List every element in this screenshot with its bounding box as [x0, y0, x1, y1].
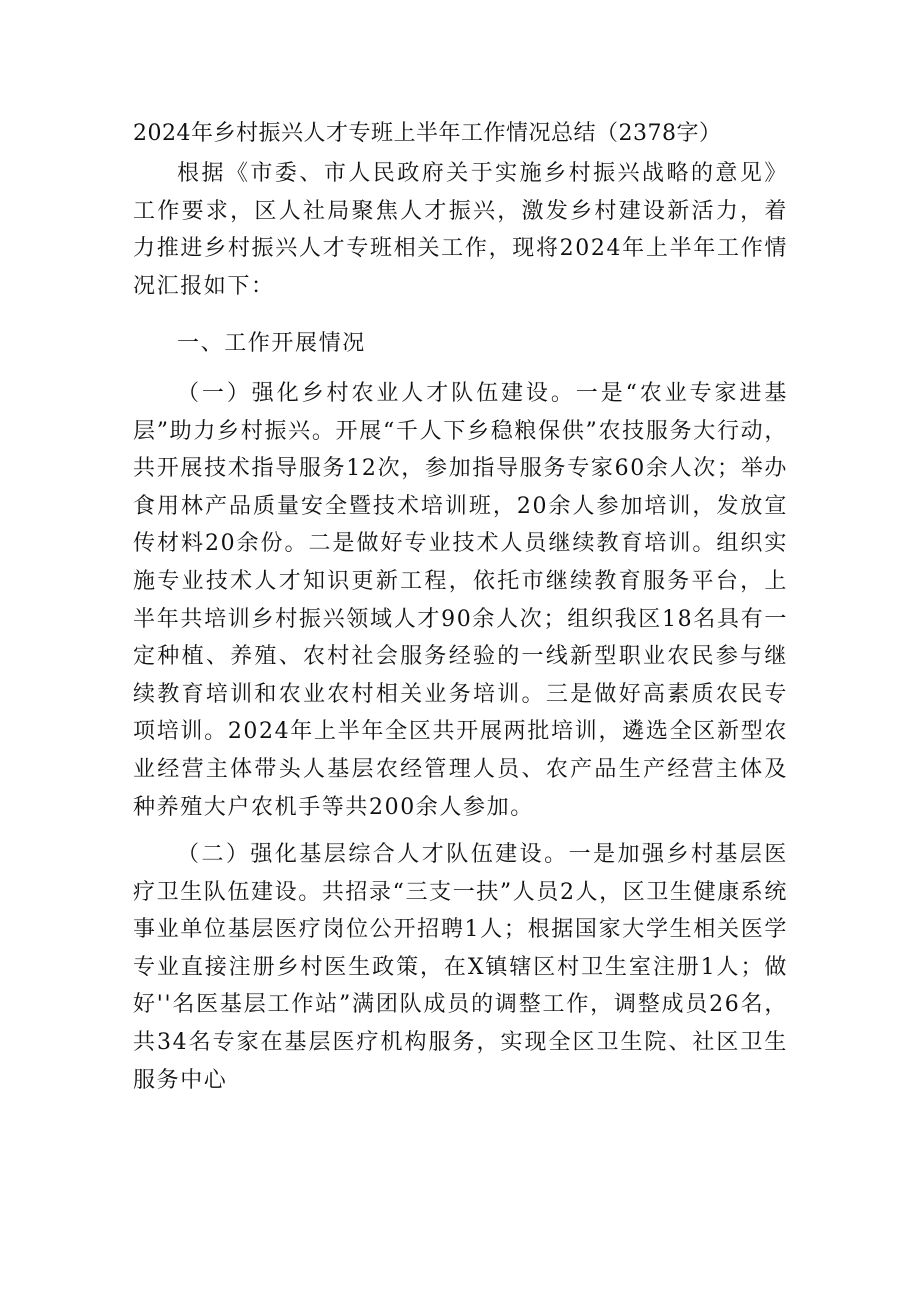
document-body: [133, 155, 788, 1099]
subsection-paragraph-1: （一）强化乡村农业人才队伍建设。一是“农业专家进基层”助力乡村振兴。开展“千人下乡稳粮保供”农技服务大行动，共开展技术指导服务12次，参加指导服务专家60余人次；举办食用林产品质量安全暨技术培训班，20余人参加培训，发放宣传材料20余份。二是做好专业技术人员继续教育培训。组织实施专业技术人才知识更新工程，依托市继续教育服务平台，上半年共培训乡村振兴领域人才90余人次；组织我区18名具有一定种植、养殖、农村社会服务经验的一线新型职业农民参与继续教育培训和农业农村相关业务培训。三是做好高素质农民专项培训。2024年上半年全区共开展两批培训，遴选全区新型农业经营主体带头人基层农经管理人员、农产品生产经营主体及种养殖大户农机手等共200余人参加。: [133, 380, 788, 820]
section-heading: 一、工作开展情况: [177, 331, 366, 357]
document-title: 2024年乡村振兴人才专班上半年工作情况总结（2378字）: [133, 121, 722, 146]
subsection-paragraph-2: （二）强化基层综合人才队伍建设。一是加强乡村基层医疗卫生队伍建设。共招录“三支一扶”人员2人，区卫生健康系统事业单位基层医疗岗位公开招聘1人；根据国家大学生相关医学专业直接注册乡村医生政策，在X镇辖区村卫生室注册1人；做好''名医基层工作站”满团队成员的调整工作，调整成员26名，共34名专家在基层医疗机构服务，实现全区卫生院、社区卫生服务中心: [133, 842, 788, 1093]
intro-paragraph: 根据《市委、市人民政府关于实施乡村振兴战略的意见》工作要求，区人社局聚焦人才振兴，激发乡村建设新活力，着力推进乡村振兴人才专班相关工作，现将2024年上半年工作情况汇报如下：: [133, 161, 788, 299]
